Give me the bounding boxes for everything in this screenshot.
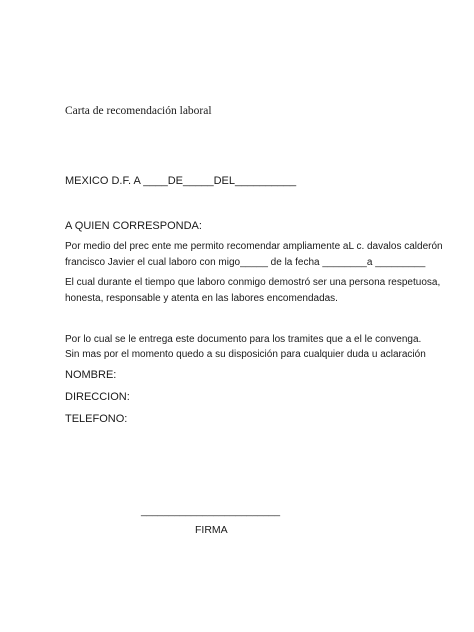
field-address-label: DIRECCION: (65, 391, 130, 403)
paragraph-1-line-2: francisco Javier el cual laboro con migo_____ de la fecha ________a _________ (65, 257, 426, 268)
field-name-label: NOMBRE: (65, 369, 117, 381)
field-phone-label: TELEFONO: (65, 413, 128, 425)
signature-label: FIRMA (195, 524, 228, 536)
paragraph-3-line-2: Sin mas por el momento quedo a su disposición para cualquier duda u aclaración (65, 349, 426, 360)
date-line: MEXICO D.F. A ____DE_____DEL__________ (65, 175, 297, 187)
paragraph-2-line-1: El cual durante el tiempo que laboro conmigo demostró ser una persona respetuosa, (65, 277, 441, 288)
paragraph-1-line-1: Por medio del prec ente me permito recomendar ampliamente aL c. davalos calderón (65, 241, 443, 252)
greeting: A QUIEN CORRESPONDA: (65, 220, 202, 232)
paragraph-2-line-2: honesta, responsable y atenta en las labores encomendadas. (65, 293, 338, 304)
paragraph-3-line-1: Por lo cual se le entrega este documento para los tramites que a el le convenga. (65, 334, 422, 345)
letter-title: Carta de recomendación laboral (65, 105, 212, 117)
signature-line: _________________________ (141, 506, 281, 517)
